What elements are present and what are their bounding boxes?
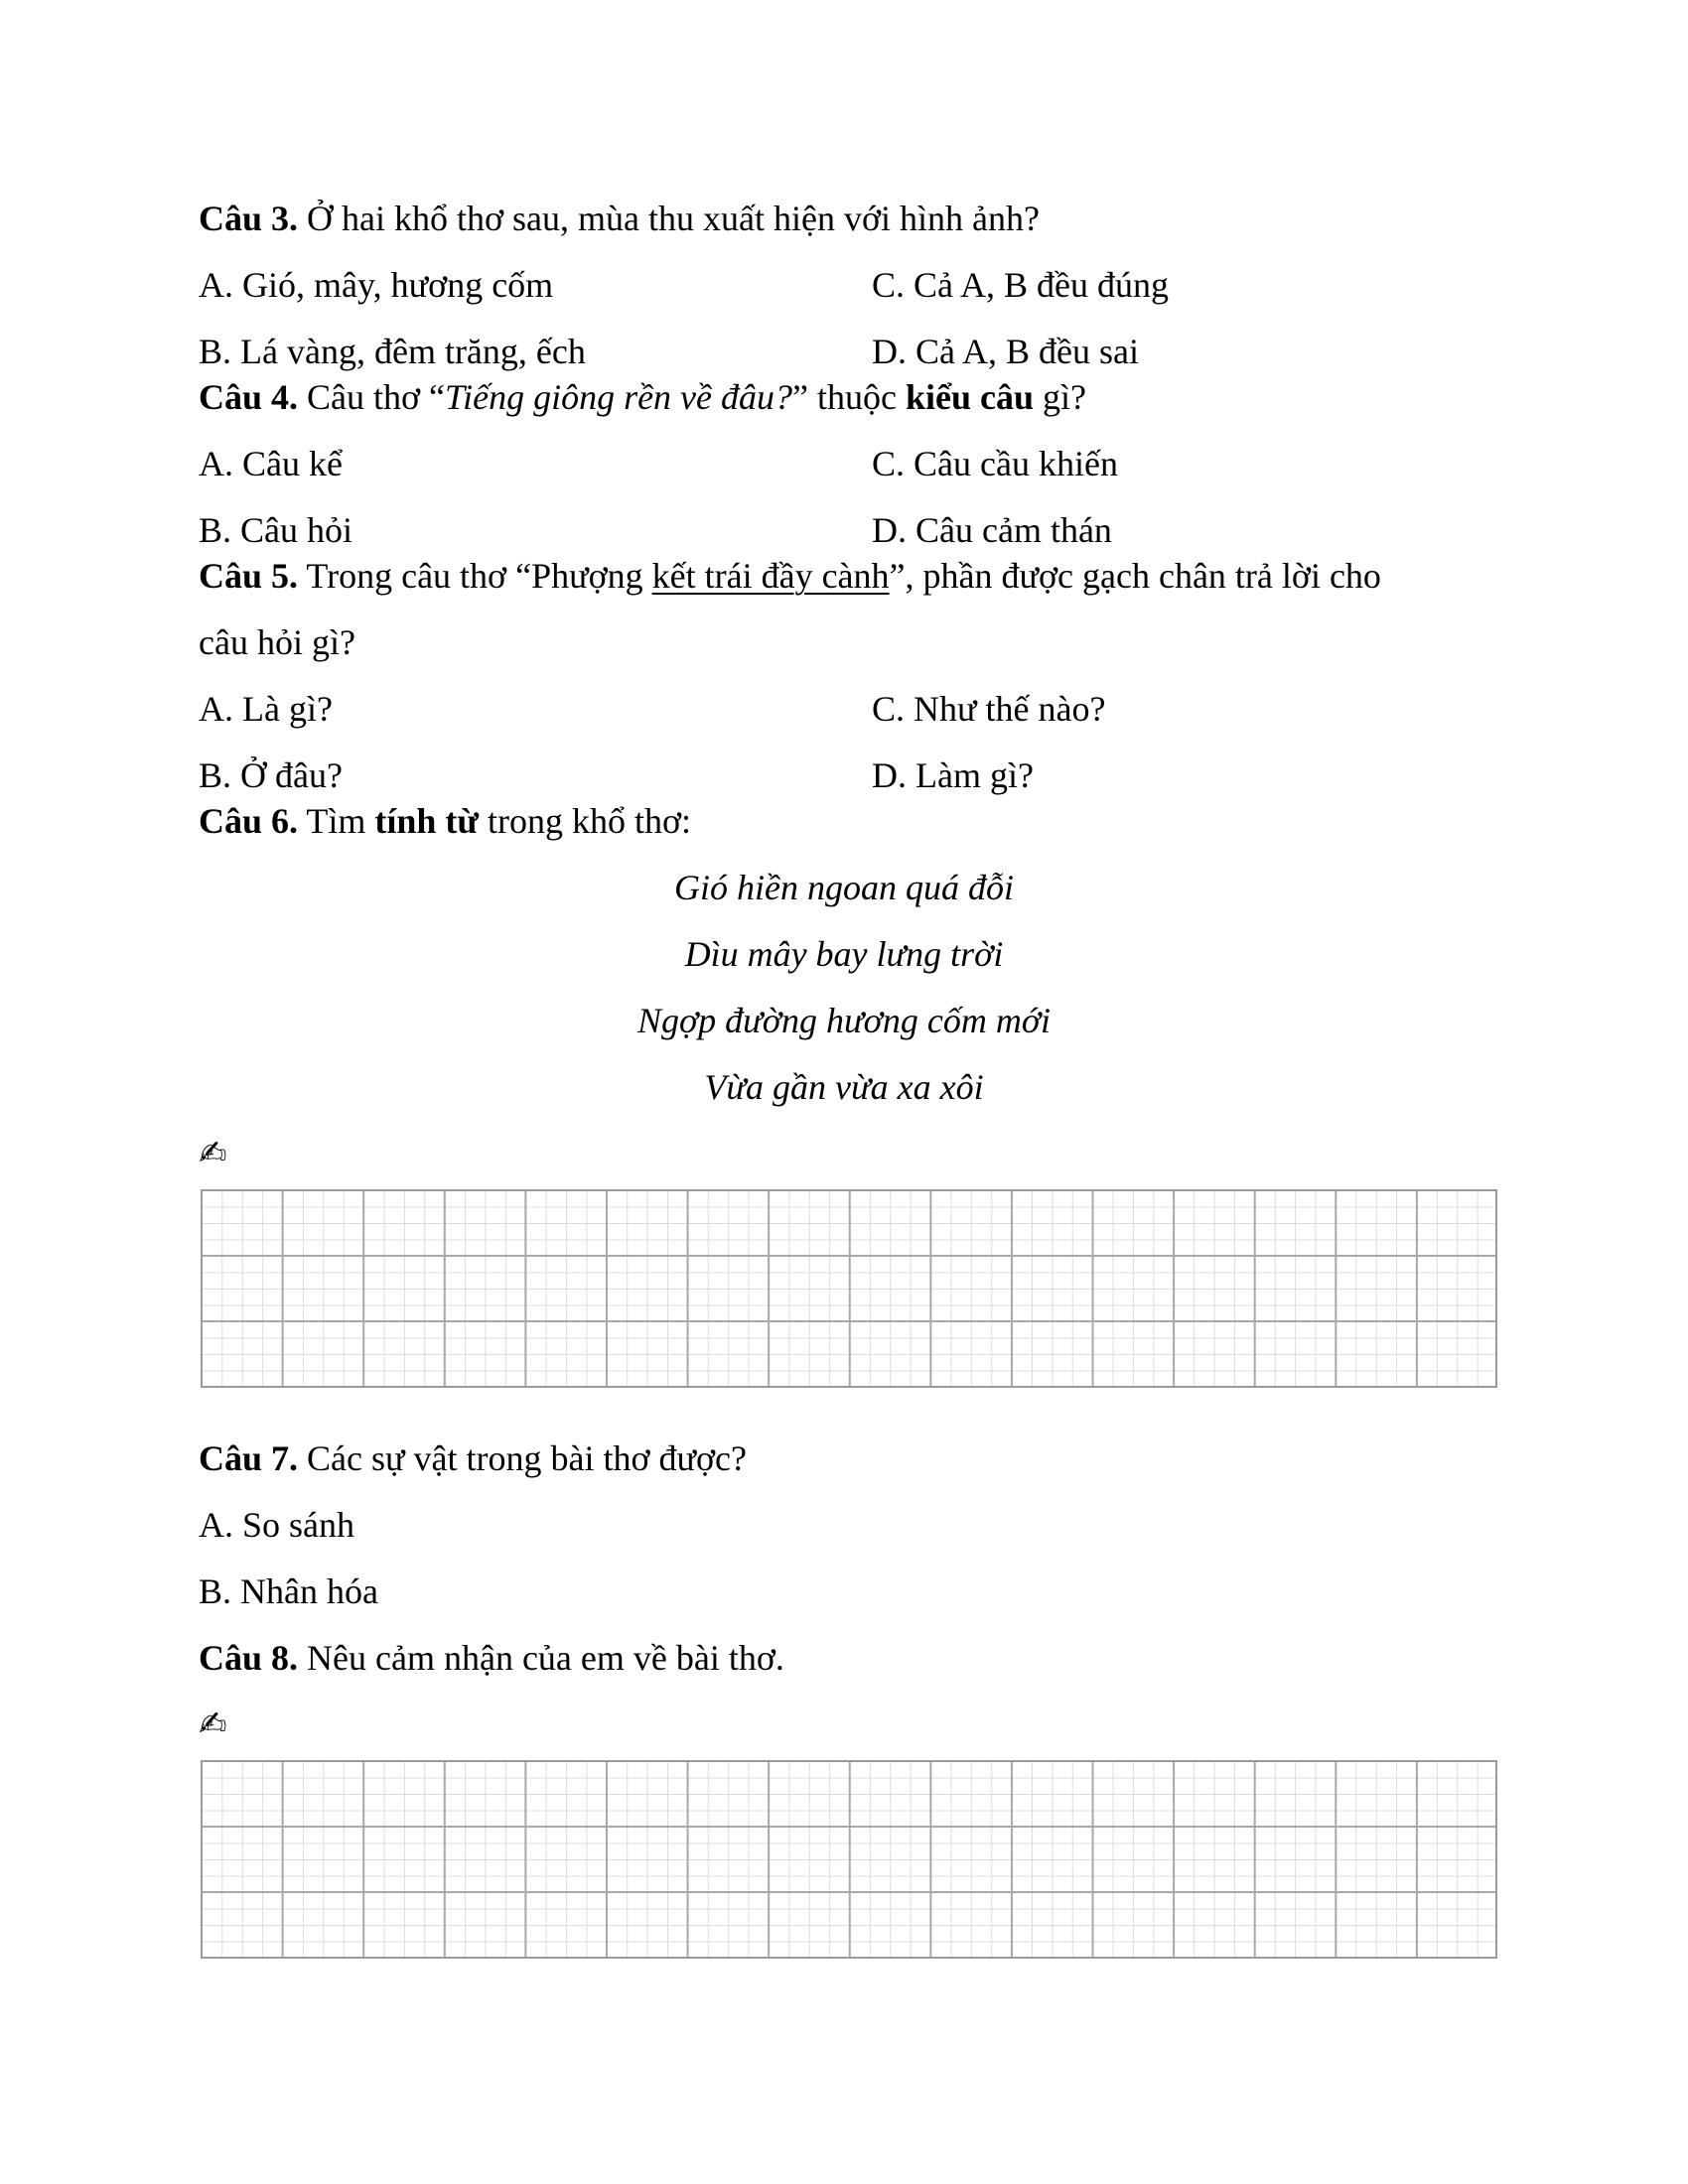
question-4-pre: Câu thơ “ [298,377,446,417]
question-3-text: Ở hai khổ thơ sau, mùa thu xuất hiện với hình ảnh? [298,199,1040,238]
question-4-mid: ” thuộc [792,377,906,417]
question-3-option-a: A. Gió, mây, hương cốm [199,265,554,305]
question-4-label: Câu 4. [199,377,299,417]
question-4-post: gì? [1034,377,1086,417]
question-4-quote: Tiếng giông rền về đâu? [445,377,793,417]
question-5-line2: câu hỏi gì? [199,622,355,662]
question-5 [199,554,1381,598]
question-8 [199,1636,784,1680]
question-3-option-d: D. Cả A, B đều sai [872,332,1139,371]
question-7-text: Các sự vật trong bài thơ được? [298,1438,748,1478]
question-5-post: ”, phần được gạch chân trả lời cho [889,556,1381,596]
question-5-underlined: kết trái đầy cành [651,556,890,596]
question-6 [199,799,691,843]
question-5-label: Câu 5. [199,556,299,596]
question-6-bold: tính từ [374,801,479,841]
question-4-option-d: D. Câu cảm thán [872,510,1112,550]
question-3-label: Câu 3. [199,199,299,238]
question-3-option-c: C. Cả A, B đều đúng [872,265,1170,305]
poem-line: Vừa gần vừa xa xôi [704,1067,984,1107]
question-6-post: trong khổ thơ: [479,801,692,841]
poem-line: Ngợp đường hương cốm mới [636,1001,1052,1040]
answer-grid-question-6[interactable] [201,1189,1497,1388]
question-4-option-a: A. Câu kể [199,444,343,483]
question-6-pre: Tìm [298,801,375,841]
question-4-bold: kiểu câu [905,377,1035,417]
question-7-option-b: B. Nhân hóa [199,1571,378,1611]
question-8-text: Nêu cảm nhận của em về bài thơ. [298,1638,784,1678]
question-3-option-b: B. Lá vàng, đêm trăng, ếch [199,332,586,371]
question-7-option-a: A. So sánh [199,1505,355,1545]
question-5-option-d: D. Làm gì? [872,755,1034,795]
question-5-option-a: A. Là gì? [199,689,333,729]
writing-hand-icon: ✍ [199,1134,227,1173]
question-4-option-c: C. Câu cầu khiến [872,444,1118,483]
question-5-option-c: C. Như thế nào? [872,689,1106,729]
question-7 [199,1436,747,1480]
writing-hand-icon: ✍ [199,1705,227,1744]
question-6-label: Câu 6. [199,801,299,841]
question-7-label: Câu 7. [199,1438,299,1478]
question-5-option-b: B. Ở đâu? [199,755,343,795]
question-8-label: Câu 8. [199,1638,299,1678]
question-3 [199,197,1040,240]
poem-line: Dìu mây bay lưng trời [684,934,1004,974]
question-4 [199,375,1086,419]
answer-grid-question-8[interactable] [201,1760,1497,1959]
poem-line: Gió hiền ngoan quá đỗi [674,868,1014,907]
question-5-pre: Trong câu thơ “Phượng [298,556,652,596]
question-4-option-b: B. Câu hỏi [199,510,353,550]
